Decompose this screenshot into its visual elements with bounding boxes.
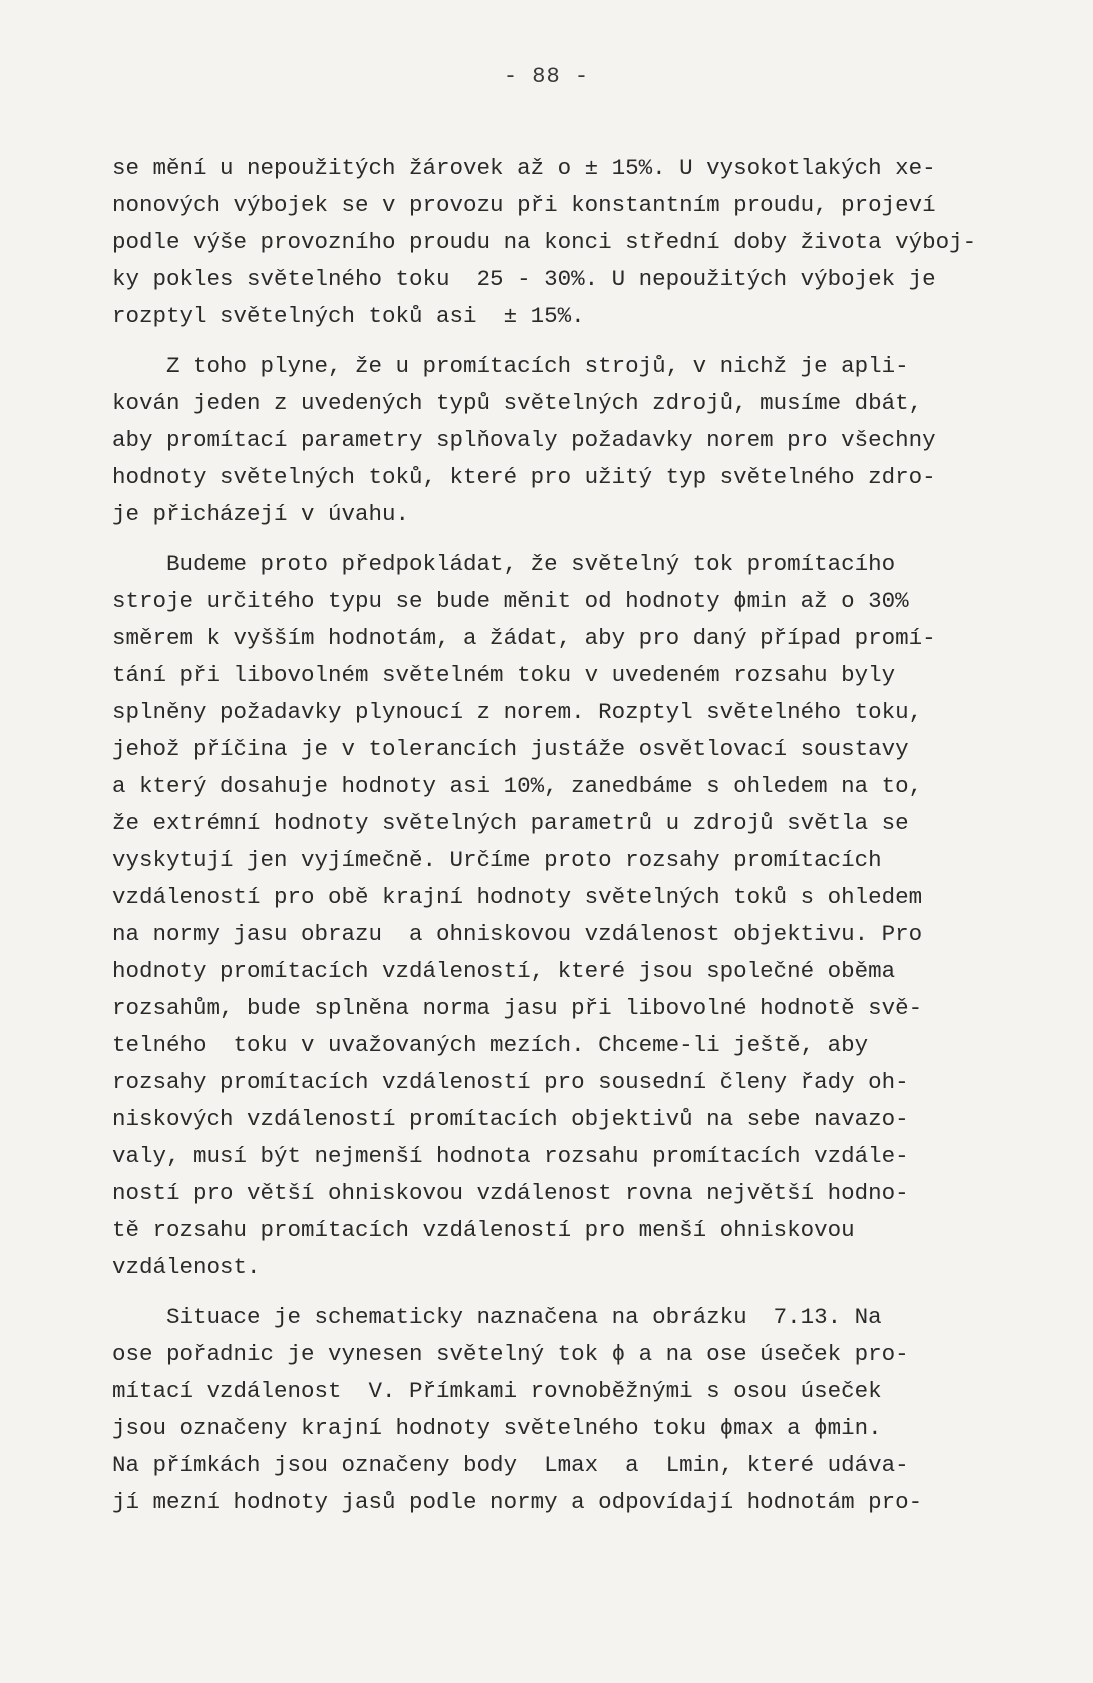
text-line: směrem k vyšším hodnotám, a žádat, aby pro daný případ promí- [112,625,936,651]
text-line: tě rozsahu promítacích vzdáleností pro menší ohniskovou [112,1217,855,1243]
text-line: hodnoty světelných toků, které pro užitý typ světelného zdro- [112,464,936,490]
text-line: nonových výbojek se v provozu při konstantním proudu, projeví [112,192,936,218]
text-line: ky pokles světelného toku 25 - 30%. U nepoužitých výbojek je [112,266,936,292]
text-line: aby promítací parametry splňovaly požadavky norem pro všechny [112,427,936,453]
text-line: Na přímkách jsou označeny body Lmax a Lmin, které udáva- [112,1452,909,1478]
text-line: na normy jasu obrazu a ohniskovou vzdálenost objektivu. Pro [112,921,923,947]
text-line: rozptyl světelných toků asi ± 15%. [112,303,585,329]
paragraph-3 [112,546,1062,1286]
text-line: jehož příčina je v tolerancích justáže osvětlovací soustavy [112,736,909,762]
page-number: - 88 - [503,64,590,89]
text-line: ose pořadnic je vynesen světelný tok ϕ a na ose úseček pro- [112,1341,909,1367]
paragraph-4 [112,1299,1062,1521]
paragraph-1 [112,150,1062,335]
text-line: telného toku v uvažovaných mezích. Chceme-li ještě, aby [112,1032,869,1058]
text-line: je přicházejí v úvahu. [112,501,410,527]
text-line: ností pro větší ohniskovou vzdálenost rovna největší hodno- [112,1180,909,1206]
paragraph-gap [112,533,1062,546]
text-line: Budeme proto předpokládat, že světelný tok promítacího [112,551,896,577]
text-line: niskových vzdáleností promítacích objektivů na sebe navazo- [112,1106,909,1132]
text-line: jí mezní hodnoty jasů podle normy a odpovídají hodnotám pro- [112,1489,923,1515]
text-line: se mění u nepoužitých žárovek až o ± 15%. U vysokotlakých xe- [112,155,936,181]
text-line: kován jeden z uvedených typů světelných zdrojů, musíme dbát, [112,390,923,416]
text-line: tání při libovolném světelném toku v uvedeném rozsahu byly [112,662,896,688]
text-line: rozsahy promítacích vzdáleností pro sousední členy řady oh- [112,1069,909,1095]
text-line: valy, musí být nejmenší hodnota rozsahu promítacích vzdále- [112,1143,909,1169]
text-line: splněny požadavky plynoucí z norem. Rozptyl světelného toku, [112,699,923,725]
text-line: a který dosahuje hodnoty asi 10%, zanedbáme s ohledem na to, [112,773,923,799]
body-text [112,150,1062,1521]
paragraph-2 [112,348,1062,533]
text-line: vzdáleností pro obě krajní hodnoty světelných toků s ohledem [112,884,923,910]
text-line: hodnoty promítacích vzdáleností, které jsou společné oběma [112,958,896,984]
paragraph-gap [112,335,1062,348]
text-line: Z toho plyne, že u promítacích strojů, v nichž je apli- [112,353,909,379]
text-line: Situace je schematicky naznačena na obrázku 7.13. Na [112,1304,882,1330]
text-line: jsou označeny krajní hodnoty světelného toku ϕmax a ϕmin. [112,1415,882,1441]
text-line: stroje určitého typu se bude měnit od hodnoty ϕmin až o 30% [112,588,909,614]
text-line: rozsahům, bude splněna norma jasu při libovolné hodnotě svě- [112,995,923,1021]
paragraph-gap [112,1286,1062,1299]
text-line: mítací vzdálenost V. Přímkami rovnoběžnými s osou úseček [112,1378,882,1404]
text-line: že extrémní hodnoty světelných parametrů u zdrojů světla se [112,810,909,836]
text-line: vzdálenost. [112,1254,261,1280]
text-line: podle výše provozního proudu na konci střední doby života výboj- [112,229,977,255]
text-line: vyskytují jen vyjímečně. Určíme proto rozsahy promítacích [112,847,882,873]
